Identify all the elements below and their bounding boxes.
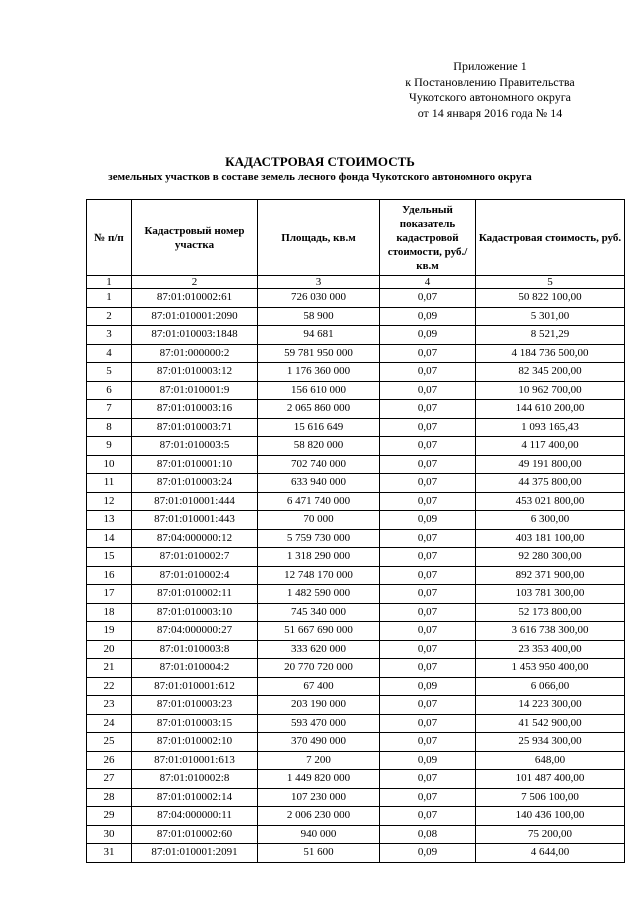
cadastral-value-cell: 10 962 700,00 <box>476 381 625 400</box>
cadastral-value-cell: 5 301,00 <box>476 307 625 326</box>
row-number-cell: 7 <box>87 400 132 419</box>
area-cell: 58 820 000 <box>258 437 380 456</box>
table-row <box>87 751 625 770</box>
row-number-cell: 21 <box>87 659 132 678</box>
cadastral-value-cell: 50 822 100,00 <box>476 289 625 308</box>
area-cell: 51 600 <box>258 844 380 863</box>
column-number: 5 <box>476 276 625 289</box>
appendix-block <box>380 59 600 121</box>
table-row <box>87 474 625 493</box>
cadastral-value-cell: 75 200,00 <box>476 825 625 844</box>
cadastral-number-cell: 87:01:010003:8 <box>132 640 258 659</box>
row-number-cell: 1 <box>87 289 132 308</box>
unit-value-cell: 0,07 <box>380 418 476 437</box>
cadastral-value-cell: 49 191 800,00 <box>476 455 625 474</box>
unit-value-cell: 0,07 <box>380 807 476 826</box>
cadastral-value-cell: 1 093 165,43 <box>476 418 625 437</box>
cadastral-value-cell: 648,00 <box>476 751 625 770</box>
row-number-cell: 27 <box>87 770 132 789</box>
table-row <box>87 696 625 715</box>
cadastral-number-cell: 87:01:010002:11 <box>132 585 258 604</box>
cadastral-number-cell: 87:01:010002:61 <box>132 289 258 308</box>
row-number-cell: 8 <box>87 418 132 437</box>
row-number-cell: 9 <box>87 437 132 456</box>
unit-value-cell: 0,09 <box>380 677 476 696</box>
cadastral-value-cell: 103 781 300,00 <box>476 585 625 604</box>
area-cell: 12 748 170 000 <box>258 566 380 585</box>
unit-value-cell: 0,07 <box>380 400 476 419</box>
table-row <box>87 585 625 604</box>
row-number-cell: 29 <box>87 807 132 826</box>
table-row <box>87 363 625 382</box>
cadastral-number-cell: 87:01:010003:16 <box>132 400 258 419</box>
cadastral-number-cell: 87:01:010002:10 <box>132 733 258 752</box>
table-row <box>87 659 625 678</box>
row-number-cell: 10 <box>87 455 132 474</box>
cadastral-value-cell: 3 616 738 300,00 <box>476 622 625 641</box>
cadastral-number-cell: 87:04:000000:12 <box>132 529 258 548</box>
appendix-line-1: Приложение 1 <box>453 59 527 73</box>
row-number-cell: 17 <box>87 585 132 604</box>
cadastral-value-cell: 6 300,00 <box>476 511 625 530</box>
table-row <box>87 714 625 733</box>
area-cell: 633 940 000 <box>258 474 380 493</box>
document-subtitle: земельных участков в составе земель лесного фонда Чукотского автономного округа <box>108 171 532 183</box>
area-cell: 67 400 <box>258 677 380 696</box>
row-number-cell: 6 <box>87 381 132 400</box>
area-cell: 702 740 000 <box>258 455 380 474</box>
row-number-cell: 23 <box>87 696 132 715</box>
row-number-cell: 12 <box>87 492 132 511</box>
cadastral-number-cell: 87:01:010001:2091 <box>132 844 258 863</box>
area-cell: 745 340 000 <box>258 603 380 622</box>
unit-value-cell: 0,07 <box>380 474 476 493</box>
column-number: 4 <box>380 276 476 289</box>
table-row <box>87 529 625 548</box>
table-row <box>87 733 625 752</box>
cadastral-value-cell: 6 066,00 <box>476 677 625 696</box>
area-cell: 6 471 740 000 <box>258 492 380 511</box>
unit-value-cell: 0,07 <box>380 603 476 622</box>
table-row <box>87 455 625 474</box>
cadastral-value-cell: 8 521,29 <box>476 326 625 345</box>
cadastral-value-cell: 92 280 300,00 <box>476 548 625 567</box>
area-cell: 333 620 000 <box>258 640 380 659</box>
cadastral-number-cell: 87:01:010001:444 <box>132 492 258 511</box>
header-cadastral-number: Кадастровый номер участка <box>132 200 258 276</box>
cadastral-number-cell: 87:01:010001:443 <box>132 511 258 530</box>
area-cell: 1 318 290 000 <box>258 548 380 567</box>
area-cell: 7 200 <box>258 751 380 770</box>
area-cell: 15 616 649 <box>258 418 380 437</box>
cadastral-value-cell: 144 610 200,00 <box>476 400 625 419</box>
row-number-cell: 30 <box>87 825 132 844</box>
cadastral-value-cell: 403 181 100,00 <box>476 529 625 548</box>
table-header-row <box>87 200 625 276</box>
cadastral-number-cell: 87:01:010001:613 <box>132 751 258 770</box>
cadastral-number-cell: 87:01:010003:23 <box>132 696 258 715</box>
header-unit-value: Удельный показатель кадастровой стоимости, руб./кв.м <box>380 200 476 276</box>
table-row <box>87 603 625 622</box>
cadastral-number-cell: 87:01:010003:71 <box>132 418 258 437</box>
row-number-cell: 4 <box>87 344 132 363</box>
area-cell: 1 176 360 000 <box>258 363 380 382</box>
unit-value-cell: 0,08 <box>380 825 476 844</box>
cadastral-number-cell: 87:01:010001:9 <box>132 381 258 400</box>
cadastral-number-cell: 87:01:010003:24 <box>132 474 258 493</box>
cadastral-value-cell: 4 117 400,00 <box>476 437 625 456</box>
area-cell: 58 900 <box>258 307 380 326</box>
cadastral-value-cell: 14 223 300,00 <box>476 696 625 715</box>
header-cadastral-value: Кадастровая стоимость, руб. <box>476 200 625 276</box>
cadastral-value-cell: 7 506 100,00 <box>476 788 625 807</box>
cadastral-number-cell: 87:01:010001:2090 <box>132 307 258 326</box>
cadastral-number-cell: 87:01:010003:1848 <box>132 326 258 345</box>
column-number: 3 <box>258 276 380 289</box>
unit-value-cell: 0,07 <box>380 289 476 308</box>
row-number-cell: 25 <box>87 733 132 752</box>
area-cell: 1 449 820 000 <box>258 770 380 789</box>
area-cell: 370 490 000 <box>258 733 380 752</box>
row-number-cell: 28 <box>87 788 132 807</box>
row-number-cell: 19 <box>87 622 132 641</box>
cadastral-number-cell: 87:01:010004:2 <box>132 659 258 678</box>
cadastral-number-cell: 87:01:010002:14 <box>132 788 258 807</box>
cadastral-number-cell: 87:01:010001:10 <box>132 455 258 474</box>
table-row <box>87 677 625 696</box>
cadastral-number-cell: 87:01:010001:612 <box>132 677 258 696</box>
cadastral-number-cell: 87:01:010002:4 <box>132 566 258 585</box>
cadastral-number-cell: 87:01:000000:2 <box>132 344 258 363</box>
table-row <box>87 381 625 400</box>
cadastral-number-cell: 87:04:000000:27 <box>132 622 258 641</box>
cadastral-value-cell: 140 436 100,00 <box>476 807 625 826</box>
table-row <box>87 326 625 345</box>
table-row <box>87 437 625 456</box>
row-number-cell: 31 <box>87 844 132 863</box>
area-cell: 70 000 <box>258 511 380 530</box>
cadastral-number-cell: 87:01:010003:15 <box>132 714 258 733</box>
row-number-cell: 2 <box>87 307 132 326</box>
cadastral-value-cell: 4 644,00 <box>476 844 625 863</box>
cadastral-value-cell: 44 375 800,00 <box>476 474 625 493</box>
table-row <box>87 844 625 863</box>
area-cell: 107 230 000 <box>258 788 380 807</box>
cadastral-value-cell: 101 487 400,00 <box>476 770 625 789</box>
table-row <box>87 289 625 308</box>
appendix-line-2: к Постановлению Правительства <box>405 74 575 89</box>
row-number-cell: 13 <box>87 511 132 530</box>
unit-value-cell: 0,07 <box>380 714 476 733</box>
row-number-cell: 3 <box>87 326 132 345</box>
cadastral-value-cell: 1 453 950 400,00 <box>476 659 625 678</box>
area-cell: 20 770 720 000 <box>258 659 380 678</box>
row-number-cell: 11 <box>87 474 132 493</box>
row-number-cell: 22 <box>87 677 132 696</box>
document-title: КАДАСТРОВАЯ СТОИМОСТЬ <box>225 154 415 169</box>
row-number-cell: 20 <box>87 640 132 659</box>
unit-value-cell: 0,09 <box>380 511 476 530</box>
cadastral-number-cell: 87:01:010003:12 <box>132 363 258 382</box>
table-row <box>87 566 625 585</box>
cadastral-number-cell: 87:01:010003:5 <box>132 437 258 456</box>
area-cell: 2 065 860 000 <box>258 400 380 419</box>
unit-value-cell: 0,09 <box>380 326 476 345</box>
row-number-cell: 5 <box>87 363 132 382</box>
area-cell: 5 759 730 000 <box>258 529 380 548</box>
table-row <box>87 640 625 659</box>
cadastral-value-cell: 41 542 900,00 <box>476 714 625 733</box>
unit-value-cell: 0,09 <box>380 844 476 863</box>
table-row <box>87 825 625 844</box>
cadastral-value-table <box>86 199 625 863</box>
table-row <box>87 400 625 419</box>
cadastral-value-cell: 453 021 800,00 <box>476 492 625 511</box>
unit-value-cell: 0,07 <box>380 566 476 585</box>
cadastral-value-cell: 23 353 400,00 <box>476 640 625 659</box>
unit-value-cell: 0,09 <box>380 751 476 770</box>
area-cell: 726 030 000 <box>258 289 380 308</box>
area-cell: 593 470 000 <box>258 714 380 733</box>
header-row-number: № п/п <box>87 200 132 276</box>
area-cell: 940 000 <box>258 825 380 844</box>
table-row <box>87 788 625 807</box>
cadastral-value-cell: 52 173 800,00 <box>476 603 625 622</box>
unit-value-cell: 0,07 <box>380 492 476 511</box>
unit-value-cell: 0,07 <box>380 659 476 678</box>
row-number-cell: 26 <box>87 751 132 770</box>
unit-value-cell: 0,07 <box>380 437 476 456</box>
area-cell: 59 781 950 000 <box>258 344 380 363</box>
cadastral-value-cell: 892 371 900,00 <box>476 566 625 585</box>
appendix-line-4: от 14 января 2016 года № 14 <box>417 105 563 120</box>
table-row <box>87 511 625 530</box>
row-number-cell: 16 <box>87 566 132 585</box>
table-row <box>87 418 625 437</box>
cadastral-number-cell: 87:01:010002:60 <box>132 825 258 844</box>
column-number: 2 <box>132 276 258 289</box>
table-row <box>87 622 625 641</box>
cadastral-number-cell: 87:01:010002:8 <box>132 770 258 789</box>
table-row <box>87 807 625 826</box>
unit-value-cell: 0,07 <box>380 733 476 752</box>
area-cell: 51 667 690 000 <box>258 622 380 641</box>
column-number: 1 <box>87 276 132 289</box>
cadastral-value-cell: 25 934 300,00 <box>476 733 625 752</box>
table-row <box>87 307 625 326</box>
unit-value-cell: 0,07 <box>380 622 476 641</box>
unit-value-cell: 0,07 <box>380 529 476 548</box>
row-number-cell: 18 <box>87 603 132 622</box>
cadastral-number-cell: 87:04:000000:11 <box>132 807 258 826</box>
unit-value-cell: 0,07 <box>380 585 476 604</box>
cadastral-number-cell: 87:01:010002:7 <box>132 548 258 567</box>
unit-value-cell: 0,07 <box>380 770 476 789</box>
table-row <box>87 548 625 567</box>
unit-value-cell: 0,07 <box>380 381 476 400</box>
column-number-row <box>87 276 625 289</box>
cadastral-number-cell: 87:01:010003:10 <box>132 603 258 622</box>
area-cell: 203 190 000 <box>258 696 380 715</box>
unit-value-cell: 0,07 <box>380 455 476 474</box>
area-cell: 1 482 590 000 <box>258 585 380 604</box>
unit-value-cell: 0,07 <box>380 344 476 363</box>
cadastral-value-cell: 82 345 200,00 <box>476 363 625 382</box>
appendix-line-3: Чукотского автономного округа <box>409 90 571 105</box>
area-cell: 156 610 000 <box>258 381 380 400</box>
row-number-cell: 14 <box>87 529 132 548</box>
table-row <box>87 770 625 789</box>
row-number-cell: 24 <box>87 714 132 733</box>
area-cell: 2 006 230 000 <box>258 807 380 826</box>
header-area: Площадь, кв.м <box>258 200 380 276</box>
table-row <box>87 344 625 363</box>
cadastral-value-cell: 4 184 736 500,00 <box>476 344 625 363</box>
unit-value-cell: 0,09 <box>380 307 476 326</box>
unit-value-cell: 0,07 <box>380 363 476 382</box>
area-cell: 94 681 <box>258 326 380 345</box>
unit-value-cell: 0,07 <box>380 640 476 659</box>
unit-value-cell: 0,07 <box>380 696 476 715</box>
unit-value-cell: 0,07 <box>380 788 476 807</box>
unit-value-cell: 0,07 <box>380 548 476 567</box>
table-row <box>87 492 625 511</box>
row-number-cell: 15 <box>87 548 132 567</box>
